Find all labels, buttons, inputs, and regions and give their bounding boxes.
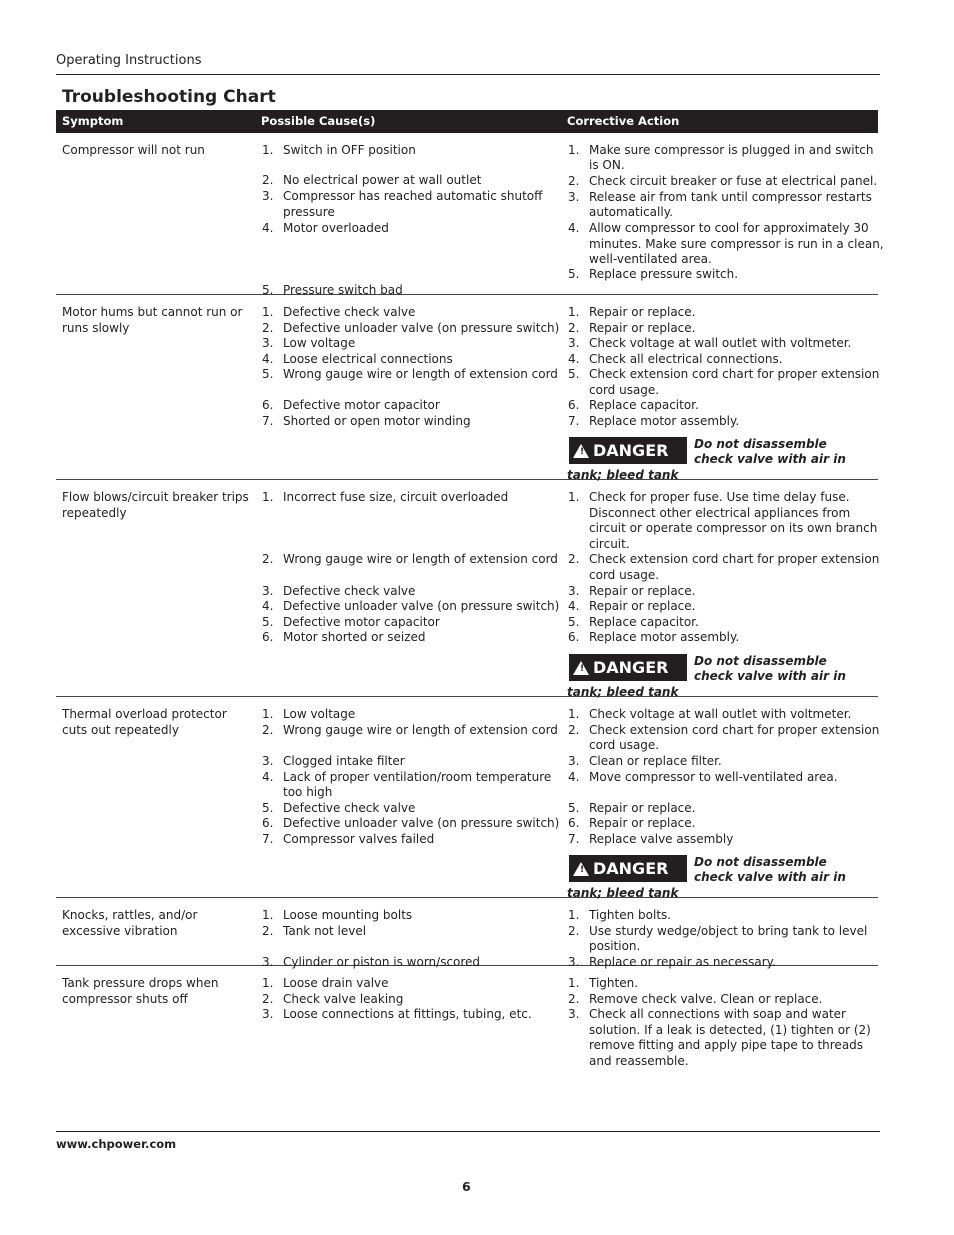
cause-text: Switch in OFF position (283, 143, 416, 157)
cause-number: 2. (262, 173, 274, 187)
action-number: 2. (568, 321, 580, 335)
cause-number: 4. (262, 221, 274, 235)
cause-text: Defective check valve (283, 584, 416, 598)
footer-rule (56, 1131, 880, 1132)
cause-number: 3. (262, 955, 274, 969)
action-text: and reassemble. (589, 1054, 689, 1068)
action-text: Tighten bolts. (589, 908, 672, 922)
action-number: 2. (568, 174, 580, 188)
action-text: Check circuit breaker or fuse at electrical panel. (589, 174, 878, 188)
cause-number: 6. (262, 630, 274, 644)
action-number: 2. (568, 924, 580, 938)
cause-text: Wrong gauge wire or length of extension cord (283, 552, 558, 566)
action-text: automatically. (589, 205, 673, 219)
danger-text: check valve with air in (694, 669, 846, 683)
action-text: Replace valve assembly (589, 832, 734, 846)
action-text: Check all connections with soap and water (589, 1007, 846, 1021)
cause-text: Defective motor capacitor (283, 398, 440, 412)
action-text: Replace motor assembly. (589, 414, 740, 428)
action-number: 6. (568, 398, 580, 412)
cause-number: 2. (262, 321, 274, 335)
action-number: 4. (568, 221, 580, 235)
action-number: 3. (568, 955, 580, 969)
action-text: Replace pressure switch. (589, 267, 739, 281)
action-number: 3. (568, 1007, 580, 1021)
action-text: circuit or operate compressor on its own branch (589, 521, 878, 535)
action-text: Replace capacitor. (589, 398, 699, 412)
cause-number: 1. (262, 143, 274, 157)
symptom-cell: Tank pressure drops when compressor shuts off (62, 976, 219, 1006)
cause-text: Loose connections at fittings, tubing, etc. (283, 1007, 532, 1021)
action-text: Release air from tank until compressor restarts (589, 190, 872, 204)
cause-text: Motor overloaded (283, 221, 389, 235)
action-number: 1. (568, 908, 580, 922)
column-header-cause: Possible Cause(s) (261, 114, 376, 128)
cause-text: Defective motor capacitor (283, 615, 440, 629)
cause-number: 2. (262, 723, 274, 737)
cause-number: 5. (262, 283, 274, 297)
cause-number: 1. (262, 908, 274, 922)
action-number: 5. (568, 367, 580, 381)
action-number: 2. (568, 552, 580, 566)
warning-triangle-icon: ! (573, 444, 589, 458)
action-text: position. (589, 939, 641, 953)
cause-number: 2. (262, 552, 274, 566)
action-number: 7. (568, 414, 580, 428)
warning-triangle-icon: ! (573, 661, 589, 675)
action-number: 6. (568, 630, 580, 644)
cause-text: Defective unloader valve (on pressure switch) (283, 599, 560, 613)
danger-badge (569, 654, 687, 681)
action-number: 5. (568, 267, 580, 281)
action-number: 6. (568, 816, 580, 830)
cause-text: Wrong gauge wire or length of extension cord (283, 723, 558, 737)
action-text: circuit. (589, 537, 630, 551)
danger-badge (569, 437, 687, 464)
action-number: 4. (568, 352, 580, 366)
cause-number: 1. (262, 305, 274, 319)
danger-text: Do not disassemble (694, 654, 827, 668)
danger-text: Do not disassemble (694, 437, 827, 451)
cause-text: pressure (283, 205, 335, 219)
table-row (56, 481, 878, 697)
danger-text: Do not disassemble (694, 855, 827, 869)
cause-text: Defective check valve (283, 801, 416, 815)
symptom-cell: Motor hums but cannot run or runs slowly (62, 305, 243, 335)
cause-number: 5. (262, 801, 274, 815)
table-row (56, 134, 884, 297)
cause-number: 3. (262, 336, 274, 350)
action-number: 1. (568, 707, 580, 721)
action-number: 5. (568, 615, 580, 629)
action-number: 3. (568, 336, 580, 350)
cause-text: Compressor has reached automatic shutoff (283, 189, 543, 203)
symptom-cell: Thermal overload protector cuts out repeatedly (62, 707, 227, 737)
cause-text: Motor shorted or seized (283, 630, 426, 644)
action-text: well-ventilated area. (589, 252, 712, 266)
cause-text: Defective unloader valve (on pressure switch) (283, 321, 560, 335)
action-number: 3. (568, 190, 580, 204)
column-header-action: Corrective Action (567, 114, 680, 128)
cause-number: 5. (262, 367, 274, 381)
action-text: Tighten. (589, 976, 639, 990)
header-section-label: Operating Instructions (56, 53, 202, 68)
cause-text: Wrong gauge wire or length of extension cord (283, 367, 558, 381)
danger-text: check valve with air in (694, 452, 846, 466)
symptom-cell: Knocks, rattles, and/or excessive vibration (62, 908, 198, 938)
cause-number: 5. (262, 615, 274, 629)
page-number: 6 (462, 1179, 471, 1194)
symptom-cell: Compressor will not run (62, 143, 205, 157)
action-number: 5. (568, 801, 580, 815)
action-number: 3. (568, 754, 580, 768)
action-text: minutes. Make sure compressor is run in a clean, (589, 237, 884, 251)
action-text: Repair or replace. (589, 816, 696, 830)
page-title: Troubleshooting Chart (62, 87, 276, 107)
action-number: 1. (568, 490, 580, 504)
danger-text: tank; bleed tank (567, 886, 679, 900)
cause-number: 1. (262, 976, 274, 990)
cause-number: 1. (262, 707, 274, 721)
warning-triangle-icon: ! (573, 862, 589, 876)
action-text: solution. If a leak is detected, (1) tighten or (2) (589, 1023, 871, 1037)
cause-number: 4. (262, 599, 274, 613)
cause-number: 6. (262, 816, 274, 830)
danger-badge (569, 855, 687, 882)
cause-text: Low voltage (283, 336, 356, 350)
cause-number: 3. (262, 584, 274, 598)
danger-label: DANGER (593, 440, 669, 460)
symptom-cell: Flow blows/circuit breaker trips repeatedly (62, 490, 249, 520)
danger-text: tank; bleed tank (567, 468, 679, 482)
action-text: cord usage. (589, 383, 660, 397)
action-text: Repair or replace. (589, 305, 696, 319)
cause-number: 1. (262, 490, 274, 504)
action-text: Repair or replace. (589, 321, 696, 335)
action-text: Clean or replace filter. (589, 754, 722, 768)
cause-text: Incorrect fuse size, circuit overloaded (283, 490, 509, 504)
action-text: Check voltage at wall outlet with voltmeter. (589, 336, 852, 350)
table-row (56, 296, 878, 480)
action-number: 3. (568, 584, 580, 598)
cause-text: Loose mounting bolts (283, 908, 413, 922)
action-text: Make sure compressor is plugged in and switch (589, 143, 874, 157)
action-text: Replace or repair as necessary. (589, 955, 776, 969)
action-number: 2. (568, 992, 580, 1006)
action-text: Check all electrical connections. (589, 352, 783, 366)
cause-text: No electrical power at wall outlet (283, 173, 482, 187)
action-text: Allow compressor to cool for approximately 30 (589, 221, 869, 235)
table-row (56, 899, 878, 969)
action-number: 4. (568, 770, 580, 784)
action-number: 1. (568, 305, 580, 319)
cause-text: too high (283, 785, 333, 799)
danger-text: check valve with air in (694, 870, 846, 884)
action-text: Replace motor assembly. (589, 630, 740, 644)
action-text: Repair or replace. (589, 801, 696, 815)
action-number: 1. (568, 976, 580, 990)
footer-url: www.chpower.com (56, 1137, 177, 1151)
cause-number: 4. (262, 352, 274, 366)
cause-number: 7. (262, 832, 274, 846)
action-text: Replace capacitor. (589, 615, 699, 629)
action-text: Check extension cord chart for proper extension (589, 552, 880, 566)
cause-text: Check valve leaking (283, 992, 404, 1006)
cause-number: 2. (262, 924, 274, 938)
action-number: 7. (568, 832, 580, 846)
cause-number: 7. (262, 414, 274, 428)
table-row (56, 967, 878, 1067)
header-rule (56, 74, 880, 75)
cause-number: 2. (262, 992, 274, 1006)
danger-label: DANGER (593, 858, 669, 878)
danger-text: tank; bleed tank (567, 685, 679, 699)
cause-text: Loose drain valve (283, 976, 389, 990)
action-text: cord usage. (589, 568, 660, 582)
cause-text: Defective check valve (283, 305, 416, 319)
cause-text: Low voltage (283, 707, 356, 721)
cause-text: Clogged intake filter (283, 754, 405, 768)
column-header-symptom: Symptom (62, 114, 124, 128)
action-text: Check for proper fuse. Use time delay fuse. (589, 490, 850, 504)
action-text: Remove check valve. Clean or replace. (589, 992, 823, 1006)
action-number: 2. (568, 723, 580, 737)
cause-text: Defective unloader valve (on pressure switch) (283, 816, 560, 830)
cause-text: Tank not level (283, 924, 367, 938)
cause-text: Shorted or open motor winding (283, 414, 471, 428)
action-number: 1. (568, 143, 580, 157)
action-text: Check voltage at wall outlet with voltmeter. (589, 707, 852, 721)
cause-number: 3. (262, 1007, 274, 1021)
action-text: Disconnect other electrical appliances from (589, 506, 851, 520)
table-header (56, 110, 878, 133)
cause-number: 4. (262, 770, 274, 784)
danger-label: DANGER (593, 657, 669, 677)
action-text: is ON. (589, 158, 625, 172)
cause-text: Compressor valves failed (283, 832, 435, 846)
action-text: Move compressor to well-ventilated area. (589, 770, 838, 784)
action-text: remove fitting and apply pipe tape to threads (589, 1038, 864, 1052)
action-text: cord usage. (589, 738, 660, 752)
cause-number: 3. (262, 754, 274, 768)
action-text: Check extension cord chart for proper extension (589, 367, 880, 381)
cause-text: Cylinder or piston is worn/scored (283, 955, 481, 969)
action-text: Use sturdy wedge/object to bring tank to level (589, 924, 868, 938)
action-text: Check extension cord chart for proper extension (589, 723, 880, 737)
action-number: 4. (568, 599, 580, 613)
action-text: Repair or replace. (589, 584, 696, 598)
table-row (56, 698, 878, 898)
cause-number: 3. (262, 189, 274, 203)
cause-text: Lack of proper ventilation/room temperature (283, 770, 552, 784)
cause-number: 6. (262, 398, 274, 412)
action-text: Repair or replace. (589, 599, 696, 613)
cause-text: Loose electrical connections (283, 352, 453, 366)
cause-text: Pressure switch bad (283, 283, 403, 297)
